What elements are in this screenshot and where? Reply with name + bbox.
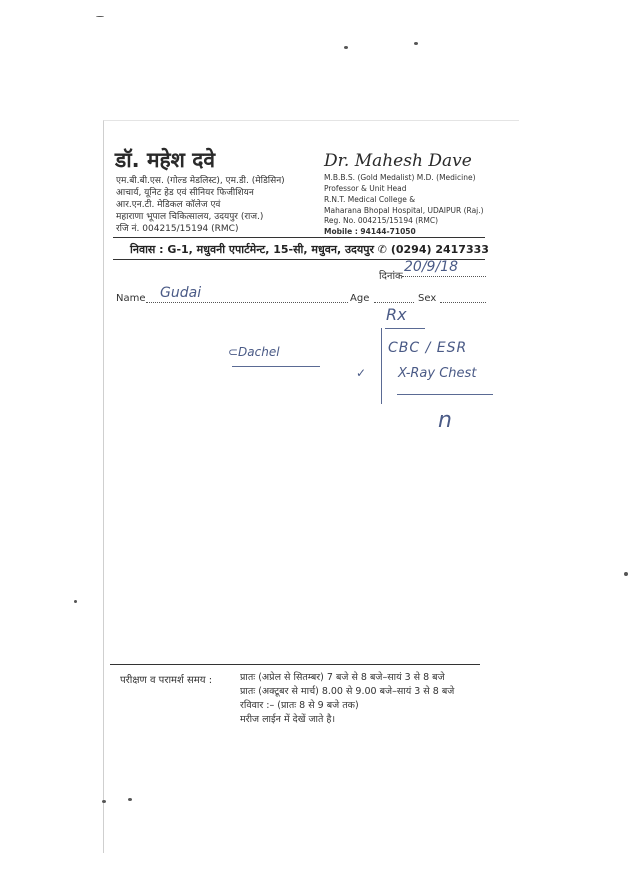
tick-mark: ✓ <box>356 366 367 380</box>
bracket-top <box>385 328 425 329</box>
name-label: Name <box>116 293 146 304</box>
scan-speck <box>102 800 106 803</box>
tests-underline <box>397 394 493 395</box>
date-handwritten: 20/9/18 <box>404 259 458 275</box>
sex-label: Sex <box>418 293 437 304</box>
doctor-signature: n <box>438 408 452 433</box>
rx-symbol: Rx <box>386 305 407 324</box>
hindi-hospital: महाराणा भूपाल चिकित्सालय, उदयपुर (राज.) <box>116 212 264 222</box>
hindi-college: आर.एन.टी. मेडिकल कॉलेज एवं <box>116 200 221 210</box>
test-xray-chest: X-Ray Chest <box>398 366 477 381</box>
footer-rule <box>110 664 480 665</box>
scan-speck <box>624 572 628 576</box>
handwritten-note-left: ⊂Dachel <box>228 345 280 359</box>
hindi-qualification: एम.बी.बी.एस. (गोल्ड मेडलिस्ट), एम.डी. (मेडिसिन) <box>116 176 285 186</box>
mobile-number: Mobile : 94144-71050 <box>324 227 416 236</box>
english-college: R.N.T. Medical College & <box>324 195 416 204</box>
timing-winter: प्रातः (अक्टूबर से मार्च) 8.00 से 9.00 बजे–सायं 3 से 8 बजे <box>240 686 455 697</box>
date-line <box>402 276 486 277</box>
test-cbc-esr: CBC / ESR <box>388 340 468 356</box>
residence-address: निवास : G-1, मधुवनी एपार्टमेन्ट, 15-सी, मधुवन, उदयपुर ✆ (0294) 2417333 <box>130 243 489 256</box>
name-line <box>146 302 348 303</box>
english-qualification: M.B.B.S. (Gold Medalist) M.D. (Medicine) <box>324 173 476 182</box>
hindi-designation: आचार्य, यूनिट हेड एवं सीनियर फिजीशियन <box>116 188 254 198</box>
doctor-name-english: Dr. Mahesh Dave <box>324 151 472 171</box>
bracket-vertical <box>381 328 382 404</box>
scan-speck <box>74 600 77 603</box>
header-top-rule <box>113 237 485 238</box>
age-label: Age <box>350 293 370 304</box>
note-underline <box>232 366 320 367</box>
scan-speck <box>414 42 418 45</box>
english-hospital: Maharana Bhopal Hospital, UDAIPUR (Raj.) <box>324 206 484 215</box>
english-registration: Reg. No. 004215/15194 (RMC) <box>324 216 439 225</box>
timing-label: परीक्षण व परामर्श समय : <box>120 675 213 686</box>
age-line <box>374 302 414 303</box>
doctor-name-hindi: डॉ. महेश दवे <box>115 148 216 172</box>
sex-line <box>440 302 486 303</box>
timing-sunday: रविवार :– (प्रातः 8 से 9 बजे तक) <box>240 700 359 711</box>
scan-speck <box>96 16 104 17</box>
english-designation: Professor & Unit Head <box>324 184 407 193</box>
timing-summer: प्रातः (अप्रेल से सितम्बर) 7 बजे से 8 बजे–सायं 3 से 8 बजे <box>240 672 445 683</box>
date-label: दिनांक <box>379 271 403 282</box>
hindi-registration: रजि नं. 004215/15194 (RMC) <box>116 224 239 234</box>
scan-speck <box>128 798 132 801</box>
scan-speck <box>344 46 348 49</box>
patient-name-handwritten: Gudai <box>160 285 202 301</box>
queue-note: मरीज लाईन में देखें जाते है। <box>240 714 336 725</box>
